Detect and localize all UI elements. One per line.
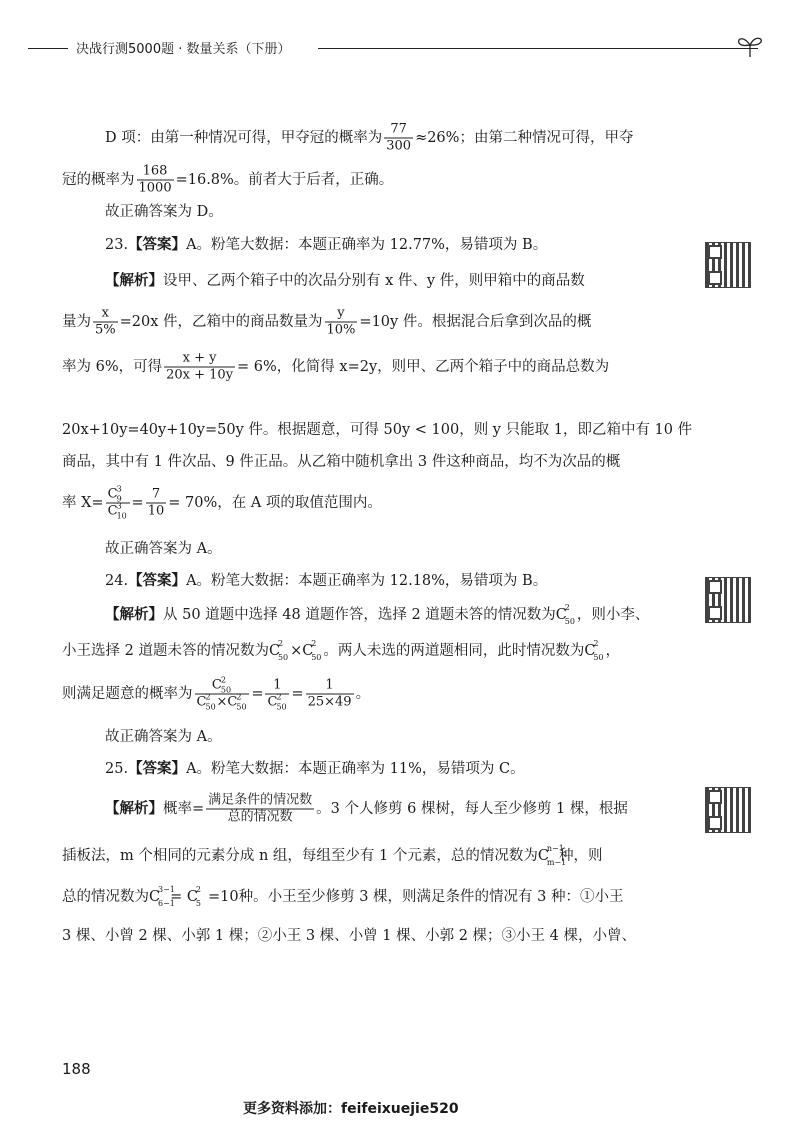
text-line bbox=[62, 306, 591, 339]
text-run: 率为 6%，可得 bbox=[62, 359, 163, 375]
combination: C 3 10 bbox=[107, 501, 127, 521]
denominator bbox=[164, 368, 235, 384]
text-run: 20x + 10y bbox=[166, 367, 234, 383]
text-run: 168 bbox=[142, 163, 168, 179]
running-header bbox=[28, 38, 768, 58]
fraction bbox=[164, 351, 235, 384]
fraction bbox=[306, 678, 354, 711]
combination: C 2 50 bbox=[268, 639, 289, 662]
text-line bbox=[105, 539, 222, 559]
fraction bbox=[325, 306, 358, 339]
comb-sub: 50 bbox=[277, 653, 289, 662]
text-line bbox=[62, 846, 602, 866]
fraction bbox=[137, 164, 174, 197]
text-run: 。 bbox=[355, 686, 371, 702]
text-run: 25×49 bbox=[307, 694, 352, 710]
text-line bbox=[62, 641, 620, 661]
denominator bbox=[384, 139, 413, 155]
combination: C 2 50 bbox=[227, 692, 247, 712]
header-rule bbox=[28, 48, 68, 49]
comb-sup: 2 bbox=[311, 639, 317, 648]
combination: C n−1 m−1 bbox=[537, 844, 567, 867]
comb-sup: 2 bbox=[205, 692, 211, 702]
text-run: 7 bbox=[151, 486, 161, 502]
text-run: 总的情况数为 bbox=[62, 889, 149, 905]
text-line bbox=[105, 235, 547, 255]
comb-sub: 50 bbox=[220, 685, 232, 695]
combination: C 2 50 bbox=[584, 639, 604, 662]
denominator bbox=[106, 501, 130, 521]
combination: C 2 50 bbox=[196, 692, 216, 712]
comb-sub: m−1 bbox=[546, 858, 567, 867]
text-run: 。两人未选的两道题相同，此时情况数为 bbox=[323, 643, 585, 659]
text-line bbox=[105, 202, 223, 222]
numerator bbox=[164, 351, 235, 368]
combination: C 2 5 bbox=[186, 885, 201, 908]
text-run: 20x+10y=40y+10y=50y 件。根据题意，可得 50y < 100，则 y 只能取 1，即乙箱中有 10 件 bbox=[62, 422, 693, 438]
text-run: 总的情况数 bbox=[227, 809, 293, 825]
comb-sup: 2 bbox=[195, 885, 201, 894]
comb-sub: 5 bbox=[195, 899, 201, 908]
fraction bbox=[106, 484, 130, 521]
comb-sup: 3 bbox=[116, 484, 122, 494]
denominator bbox=[93, 323, 118, 339]
text-run: 概率= bbox=[163, 801, 205, 817]
fraction bbox=[195, 675, 250, 712]
comb-sup: 2 bbox=[593, 639, 599, 648]
text-run: 从 50 道题中选择 48 道题作答，选择 2 道题未答的情况数为 bbox=[163, 607, 556, 623]
text-run: A。粉笔大数据：本题正确率为 12.18%，易错项为 B。 bbox=[186, 573, 548, 589]
comb-sub: 50 bbox=[564, 617, 575, 626]
text-run: 小王选择 2 道题未答的情况数为 bbox=[62, 643, 269, 659]
comb-sub: 6−1 bbox=[158, 899, 175, 908]
comb-sup: n−1 bbox=[546, 844, 564, 853]
text-run: 1 bbox=[273, 677, 282, 693]
text-line bbox=[62, 675, 371, 712]
text-run: 商品，其中有 1 件次品、9 件正品。从乙箱中随机拿出 3 件这种商品，均不为次品的概 bbox=[62, 454, 621, 470]
comb-sup: 2 bbox=[564, 603, 570, 612]
text-line bbox=[105, 571, 547, 591]
numerator bbox=[137, 164, 174, 181]
text-run: = bbox=[170, 889, 187, 905]
book-title: 决战行测5000题 · 数量关系（下册） bbox=[76, 42, 291, 57]
text-run: =10种。小王至少修剪 3 棵，则满足条件的情况有 3 种：①小王 bbox=[207, 889, 624, 905]
denominator bbox=[137, 181, 174, 197]
qr-code-icon bbox=[705, 787, 751, 833]
text-run: 故正确答案为 D。 bbox=[105, 204, 223, 220]
text-line bbox=[105, 759, 525, 779]
text-run: 。3 个人修剪 6 棵树，每人至少修剪 1 棵，根据 bbox=[316, 801, 628, 817]
text-line bbox=[62, 164, 393, 197]
denominator bbox=[195, 692, 250, 712]
text-line bbox=[62, 452, 620, 472]
comb-sub: 50 bbox=[236, 702, 247, 712]
comb-sup: 2 bbox=[220, 675, 227, 685]
comb-sub: 50 bbox=[311, 653, 322, 662]
text-run: y bbox=[337, 305, 345, 321]
combination: C 2 50 bbox=[302, 639, 322, 662]
section-label: 【答案】 bbox=[128, 237, 187, 253]
text-line bbox=[105, 727, 222, 747]
text-run: 23. bbox=[105, 237, 129, 253]
fraction bbox=[93, 306, 118, 339]
combination: C 2 50 bbox=[211, 675, 232, 695]
text-run: 设甲、乙两个箱子中的次品分别有 x 件、y 件，则甲箱中的商品数 bbox=[163, 273, 585, 289]
numerator bbox=[146, 487, 167, 504]
text-run: 量为 bbox=[62, 314, 91, 330]
section-label: 【解析】 bbox=[105, 801, 163, 817]
sprout-icon bbox=[735, 33, 765, 59]
denominator bbox=[146, 504, 167, 520]
text-run: x + y bbox=[182, 350, 217, 366]
comb-sub: 10 bbox=[116, 511, 127, 521]
comb-sub: 50 bbox=[593, 653, 604, 662]
text-run: 率 X= bbox=[62, 495, 104, 511]
section-label: 【解析】 bbox=[105, 273, 163, 289]
text-run: 25. bbox=[105, 761, 129, 777]
combination: C 2 50 bbox=[555, 603, 575, 626]
combination: C 3−1 6−1 bbox=[149, 885, 175, 908]
fraction bbox=[146, 487, 167, 520]
text-run: × bbox=[216, 694, 228, 710]
comb-sup: 2 bbox=[276, 692, 282, 702]
comb-sub: 50 bbox=[276, 702, 287, 712]
fraction bbox=[206, 793, 314, 826]
text-run: 77 bbox=[390, 121, 407, 137]
text-line bbox=[62, 926, 636, 946]
text-run: =10y 件。根据混合后拿到次品的概 bbox=[359, 314, 592, 330]
text-run: D 项：由第一种情况可得，甲夺冠的概率为 bbox=[105, 130, 383, 146]
text-run: 10 bbox=[147, 503, 165, 519]
text-line bbox=[62, 351, 609, 384]
combination: C 2 50 bbox=[267, 692, 287, 712]
header-rule bbox=[318, 48, 758, 49]
text-run: 故正确答案为 A。 bbox=[105, 541, 222, 557]
text-line bbox=[105, 122, 633, 155]
numerator bbox=[93, 306, 118, 323]
text-run: = bbox=[251, 686, 264, 702]
footer-note: 更多资料添加：feifeixuejie520 bbox=[243, 1101, 459, 1117]
text-line bbox=[105, 793, 628, 826]
text-run: ， bbox=[605, 643, 620, 659]
text-run: = bbox=[291, 686, 304, 702]
text-run: 冠的概率为 bbox=[62, 172, 135, 188]
text-run: 1 bbox=[325, 677, 334, 693]
text-run: 5% bbox=[95, 322, 116, 338]
page-number: 188 bbox=[62, 1060, 91, 1078]
text-run: 故正确答案为 A。 bbox=[105, 729, 222, 745]
text-run: 1000 bbox=[138, 180, 172, 196]
text-run: =20x 件，乙箱中的商品数量为 bbox=[119, 314, 323, 330]
qr-code-icon bbox=[705, 577, 751, 623]
text-run: 300 bbox=[386, 138, 412, 154]
comb-sub: 50 bbox=[205, 702, 216, 712]
text-run: ，则小李、 bbox=[576, 607, 650, 623]
numerator bbox=[195, 675, 250, 695]
text-run: A。粉笔大数据：本题正确率为 11%，易错项为 C。 bbox=[186, 761, 525, 777]
text-run: ≈26%；由第二种情况可得，甲夺 bbox=[415, 130, 634, 146]
text-run: 则满足题意的概率为 bbox=[62, 686, 193, 702]
comb-sup: 3 bbox=[116, 501, 122, 511]
text-line bbox=[62, 887, 623, 907]
fraction bbox=[384, 122, 413, 155]
text-line bbox=[105, 271, 585, 291]
denominator bbox=[206, 810, 314, 826]
text-run: 插板法，m 个相同的元素分成 n 组，每组至少有 1 个元素，总的情况数为 bbox=[62, 848, 538, 864]
text-line bbox=[62, 484, 382, 521]
text-run: = 6%，化简得 x=2y，则甲、乙两个箱子中的商品总数为 bbox=[237, 359, 610, 375]
numerator bbox=[384, 122, 413, 139]
text-run: =16.8%。前者大于后者，正确。 bbox=[175, 172, 394, 188]
denominator bbox=[325, 323, 358, 339]
text-run: x bbox=[101, 305, 109, 321]
fraction bbox=[265, 678, 289, 711]
text-run: = 70%，在 A 项的取值范围内。 bbox=[168, 495, 382, 511]
text-run: 3 棵、小曾 2 棵、小郭 1 棵；②小王 3 棵、小曾 1 棵、小郭 2 棵；③小王 4 棵，小曾、 bbox=[62, 928, 636, 944]
numerator bbox=[306, 678, 354, 695]
section-label: 【答案】 bbox=[128, 761, 187, 777]
text-run: 种，则 bbox=[558, 848, 603, 864]
text-run: 24. bbox=[105, 573, 129, 589]
text-run: = bbox=[131, 495, 144, 511]
combination: C 3 9 bbox=[107, 484, 122, 504]
text-run: A。粉笔大数据：本题正确率为 12.77%，易错项为 B。 bbox=[186, 237, 548, 253]
text-run: 10% bbox=[326, 322, 356, 338]
section-label: 【解析】 bbox=[105, 607, 163, 623]
text-line bbox=[62, 420, 692, 440]
comb-sub: 9 bbox=[116, 494, 122, 504]
comb-sup: 2 bbox=[236, 692, 242, 702]
text-line bbox=[105, 605, 649, 625]
text-run: 满足条件的情况数 bbox=[208, 792, 313, 808]
comb-sup: 3−1 bbox=[158, 885, 175, 894]
text-run: × bbox=[290, 643, 303, 659]
denominator bbox=[306, 695, 354, 711]
section-label: 【答案】 bbox=[128, 573, 187, 589]
comb-sup: 2 bbox=[277, 639, 284, 648]
denominator bbox=[265, 692, 289, 712]
numerator bbox=[325, 306, 358, 323]
qr-code-icon bbox=[705, 242, 751, 288]
numerator bbox=[206, 793, 314, 810]
